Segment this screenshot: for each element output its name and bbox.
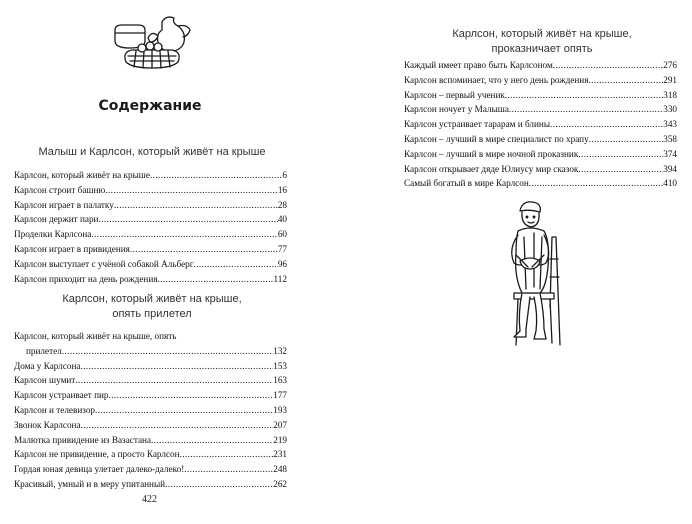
toc-entry[interactable] xyxy=(14,170,287,185)
toc-entry-page: 248 xyxy=(273,464,287,475)
toc-entry-page: 330 xyxy=(663,104,677,115)
toc-entry-title: Карлсон вспоминает, что у него день рождения xyxy=(404,74,589,85)
toc-entry-page: 231 xyxy=(273,449,287,460)
toc-entry-page: 28 xyxy=(277,199,287,210)
toc-entry[interactable] xyxy=(14,390,287,405)
toc-entry-page: 262 xyxy=(273,478,287,489)
toc-list-1 xyxy=(14,170,287,288)
toc-entry-page: 163 xyxy=(273,375,287,386)
toc-leader xyxy=(505,90,663,100)
toc-entry-page: 77 xyxy=(277,243,287,254)
toc-entry-page: 96 xyxy=(277,258,287,269)
toc-entry-continuation xyxy=(14,346,287,361)
toc-entry[interactable] xyxy=(404,164,677,179)
toc-leader xyxy=(150,170,282,180)
toc-entry[interactable] xyxy=(14,331,287,361)
toc-entry-page: 112 xyxy=(273,273,287,284)
toc-entry-page: 358 xyxy=(663,133,677,144)
toc-entry[interactable] xyxy=(14,375,287,390)
toc-entry-title: Карлсон устраивает тарарам и блины xyxy=(404,119,551,130)
toc-entry-page: 177 xyxy=(273,390,287,401)
toc-leader xyxy=(529,178,663,188)
toc-entry[interactable] xyxy=(404,149,677,164)
toc-entry-title: Карлсон ночует у Малыша xyxy=(404,104,509,115)
toc-entry-page: 394 xyxy=(663,163,677,174)
toc-leader xyxy=(509,104,663,114)
toc-entry-page: 193 xyxy=(273,404,287,415)
toc-entry[interactable] xyxy=(14,244,287,259)
toc-entry-page: 276 xyxy=(663,60,677,70)
toc-entry-page: 16 xyxy=(277,184,287,195)
section-title-2 xyxy=(12,292,292,322)
toc-entry[interactable] xyxy=(404,178,677,193)
toc-leader xyxy=(109,390,274,400)
toc-list-2 xyxy=(14,331,287,494)
toc-leader xyxy=(184,464,273,474)
page-number: 422 xyxy=(142,494,157,505)
toc-entry-page: 6 xyxy=(282,170,287,180)
toc-list-3 xyxy=(404,60,677,193)
toc-entry[interactable] xyxy=(404,104,677,119)
toc-leader xyxy=(95,405,273,415)
toc-entry[interactable] xyxy=(14,449,287,464)
toc-entry-title: Карлсон, который живёт на крыше xyxy=(14,170,150,180)
toc-entry[interactable] xyxy=(14,479,287,494)
toc-entry-page: 207 xyxy=(273,419,287,430)
toc-entry-page: 132 xyxy=(273,345,287,356)
toc-entry[interactable] xyxy=(404,90,677,105)
toc-entry-page: 60 xyxy=(277,229,287,240)
toc-entry-page: 291 xyxy=(663,74,677,85)
toc-entry-page: 219 xyxy=(273,434,287,445)
toc-leader xyxy=(589,134,664,144)
toc-leader xyxy=(98,214,277,224)
toc-entry-title: Карлсон, который живёт на крыше, опять xyxy=(14,331,177,341)
contents-title: Содержание xyxy=(98,98,202,114)
toc-entry-title: Гордая юная девица улетает далеко-далеко! xyxy=(14,464,185,475)
toc-leader xyxy=(81,361,274,371)
toc-entry[interactable] xyxy=(14,214,287,229)
section-title-line: Карлсон, который живёт на крыше, xyxy=(62,293,242,305)
toc-entry-page: 410 xyxy=(663,178,677,189)
toc-leader xyxy=(158,274,274,284)
toc-entry[interactable] xyxy=(14,259,287,274)
toc-leader xyxy=(75,375,273,385)
toc-entry-page: 153 xyxy=(273,360,287,371)
toc-entry-title: Проделки Карлсона xyxy=(14,229,92,240)
toc-entry-title: Красивый, умный и в меру упитанный xyxy=(14,478,166,489)
toc-entry[interactable] xyxy=(14,435,287,450)
toc-leader xyxy=(578,164,663,174)
toc-entry-title: Карлсон шумит xyxy=(14,375,76,386)
toc-leader xyxy=(194,259,278,269)
toc-entry-title: Самый богатый в мире Карлсон xyxy=(404,178,529,189)
toc-leader xyxy=(165,479,273,489)
toc-entry-title: Карлсон не привидение, а просто Карлсон xyxy=(14,449,180,460)
toc-leader xyxy=(588,75,663,85)
section-title-line: Карлсон, который живёт на крыше, xyxy=(452,28,632,40)
toc-leader xyxy=(180,449,274,459)
toc-leader xyxy=(550,119,663,129)
toc-entry-title: Карлсон приходит на день рождения xyxy=(14,273,158,284)
toc-entry-title: Карлсон строит башню xyxy=(14,184,106,195)
toc-entry[interactable] xyxy=(404,75,677,90)
toc-entry-title: Карлсон выступает с учёной собакой Альберг xyxy=(14,258,194,269)
section-title-line: проказничает опять xyxy=(491,43,593,55)
toc-entry-title: Карлсон и телевизор xyxy=(14,404,96,415)
toc-leader xyxy=(91,229,277,239)
toc-entry[interactable] xyxy=(404,134,677,149)
toc-entry[interactable] xyxy=(14,200,287,215)
toc-entry-title: Карлсон держит пари xyxy=(14,214,99,225)
kitchen-still-life-icon xyxy=(112,12,194,70)
toc-entry-title: Каждый имеет право быть Карлсоном xyxy=(404,60,553,70)
toc-entry-title: прилетел xyxy=(26,345,62,356)
toc-leader xyxy=(130,244,278,254)
toc-entry-title: Дома у Карлсона xyxy=(14,360,81,371)
seated-man-knitting-icon xyxy=(494,197,576,347)
toc-entry-title: Карлсон – лучший в мире специалист по храпу xyxy=(404,133,589,144)
toc-entry[interactable] xyxy=(14,361,287,376)
toc-entry-title: Звонок Карлсона xyxy=(14,419,81,430)
toc-entry[interactable] xyxy=(14,185,287,200)
toc-entry[interactable] xyxy=(14,274,287,289)
toc-leader xyxy=(81,420,274,430)
toc-entry[interactable] xyxy=(14,464,287,479)
toc-leader xyxy=(553,60,663,70)
toc-leader xyxy=(105,185,278,195)
toc-leader xyxy=(151,435,273,445)
toc-entry[interactable] xyxy=(14,420,287,435)
toc-entry-title: Малютка привидение из Вазастана xyxy=(14,434,152,445)
toc-leader xyxy=(578,149,663,159)
toc-entry-page: 318 xyxy=(663,89,677,100)
toc-entry[interactable] xyxy=(14,229,287,244)
right-page xyxy=(346,0,692,524)
toc-entry-title: Карлсон устраивает пир xyxy=(14,390,109,401)
toc-entry-title: Карлсон – первый ученик xyxy=(404,89,505,100)
section-title-3 xyxy=(402,27,682,57)
toc-entry[interactable] xyxy=(14,405,287,420)
section-title-1: Малыш и Карлсон, который живёт на крыше xyxy=(38,146,266,158)
toc-entry[interactable] xyxy=(404,60,677,75)
toc-leader xyxy=(62,346,273,356)
toc-entry-title: Карлсон играет в палатку xyxy=(14,199,114,210)
toc-entry-title: Карлсон – лучший в мире ночной проказник xyxy=(404,148,579,159)
toc-entry-page: 374 xyxy=(663,148,677,159)
toc-entry-title: Карлсон открывает дяде Юлиусу мир сказок xyxy=(404,163,579,174)
toc-entry-page: 343 xyxy=(663,119,677,130)
toc-leader xyxy=(114,200,278,210)
section-title-line: опять прилетел xyxy=(112,308,192,320)
toc-entry-title: Карлсон играет в привидения xyxy=(14,243,130,254)
toc-entry[interactable] xyxy=(404,119,677,134)
toc-entry-page: 40 xyxy=(277,214,287,225)
